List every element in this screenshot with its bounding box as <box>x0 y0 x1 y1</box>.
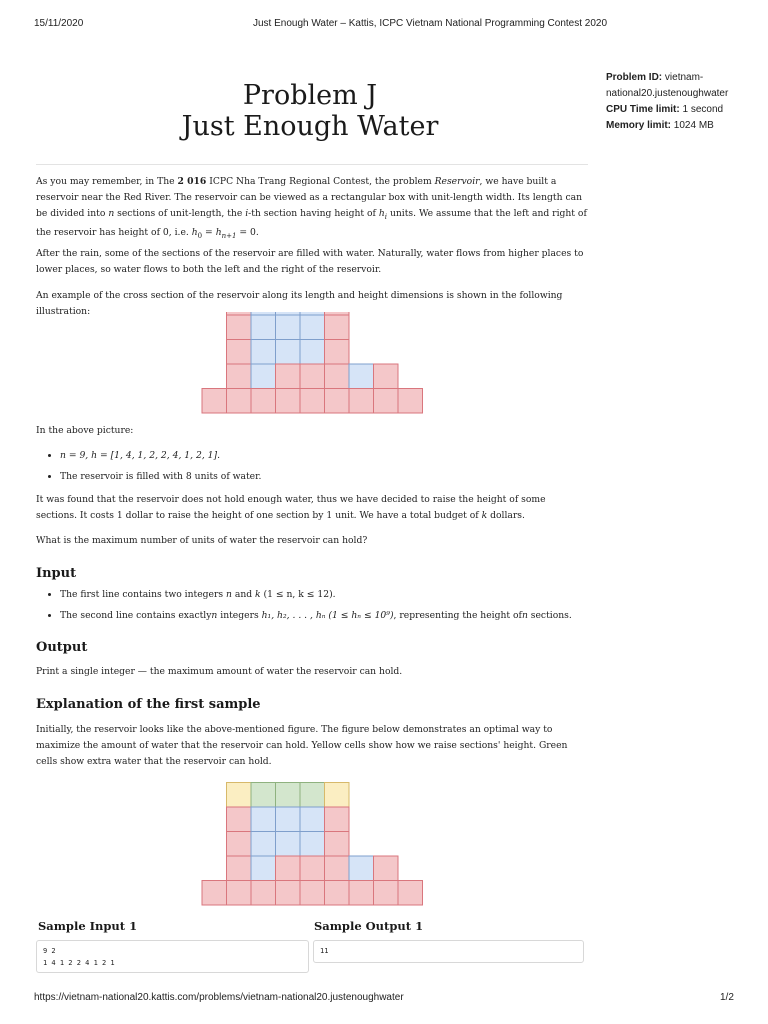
extra-water-cell <box>300 783 325 808</box>
picture-fact-water <box>60 469 588 485</box>
p1-zero: 0 <box>162 226 169 238</box>
wall-cell <box>300 389 325 414</box>
print-page-title: Just Enough Water – Kattis, ICPC Vietnam National Programming Contest 2020 <box>252 18 608 29</box>
p1-text-f: units. We assume that the left and right of the reservoir has height of <box>36 208 587 238</box>
wall-cell <box>398 881 423 906</box>
water-fact-text-b: units of water. <box>191 471 262 482</box>
wall-cell <box>398 389 423 414</box>
extra-water-cell <box>276 783 301 808</box>
wall-cell <box>349 389 374 414</box>
water-cell <box>251 832 276 857</box>
p1-var-h0-sub: 0 <box>197 231 203 240</box>
sample-output-box[interactable]: 11 <box>313 940 584 963</box>
p5-text-c: unit. We have a total budget of <box>332 510 482 521</box>
water-cell <box>349 856 374 881</box>
wall-cell <box>202 881 227 906</box>
input-line-2-text-d: sections. <box>527 610 572 621</box>
p1-eq2: = 0. <box>236 226 259 238</box>
wall-cell <box>374 389 399 414</box>
problem-id-row <box>606 70 756 102</box>
title-divider <box>36 164 588 165</box>
p1-text-c: , we have built a reservoir near the Red River. The reservoir can be viewed as a rectangular box with unit-length width. Its length can be divided into <box>36 176 582 219</box>
picture-facts-list <box>36 448 588 490</box>
extra-water-cell <box>251 783 276 808</box>
wall-cell <box>300 881 325 906</box>
wall-cell <box>325 807 350 832</box>
print-page-number: 1/2 <box>720 992 734 1003</box>
wall-cell <box>374 364 399 389</box>
wall-cell <box>227 856 252 881</box>
wall-cell <box>227 364 252 389</box>
wall-cell <box>202 389 227 414</box>
wall-cell <box>227 881 252 906</box>
raised-cell <box>227 783 252 808</box>
reservoir-figure-optimal <box>201 779 423 906</box>
memory-limit-row <box>606 118 756 134</box>
p1-text-d: sections of unit-length, the <box>114 208 246 219</box>
input-line-2-var-n2: n <box>521 610 528 621</box>
problem-id-value: vietnam-national20.justenoughwater <box>606 72 729 99</box>
input-line-1-text: The first line contains two integers <box>60 589 226 600</box>
wall-cell <box>276 389 301 414</box>
p1-var-h-sub: i <box>384 212 388 221</box>
input-line-2-heights: h₁, h₂, . . . , hₙ (1 ≤ hₙ ≤ 10⁹) <box>261 610 394 621</box>
p1-var-i: i <box>245 208 249 219</box>
statement-paragraph-2: After the rain, some of the sections of the reservoir are filled with water. Naturally, water flows from higher places to lower places, so water flows to both the left and the right of the reservoir. <box>36 248 584 275</box>
sample-input-title: Sample Input 1 <box>38 919 138 933</box>
statement-paragraph-4: In the above picture: <box>36 425 134 436</box>
wall-cell <box>300 364 325 389</box>
wall-cell <box>276 856 301 881</box>
memory-limit-label: Memory limit: <box>606 120 672 131</box>
p1-text-e: -th section having height of <box>248 208 379 219</box>
p1-var-n: n <box>108 208 115 219</box>
input-line-2-text-b: integers <box>217 610 262 621</box>
wall-cell <box>227 832 252 857</box>
water-cell <box>300 340 325 365</box>
problem-name: Just Enough Water <box>181 111 439 142</box>
wall-cell <box>374 881 399 906</box>
water-cell <box>251 340 276 365</box>
wall-cell <box>325 856 350 881</box>
problem-id-label: Problem ID: <box>606 72 663 83</box>
p1-eq1: = <box>202 226 216 238</box>
input-line-2-text-c: , representing the height of <box>393 610 522 621</box>
water-cell <box>300 807 325 832</box>
wall-cell <box>227 315 252 340</box>
statement-question: What is the maximum number of units of water the reservoir can hold? <box>36 535 368 546</box>
wall-cell <box>251 389 276 414</box>
input-var-n: n <box>226 589 232 600</box>
statement-paragraph-5 <box>36 492 588 524</box>
input-line-2-var-n: n <box>211 610 218 621</box>
output-heading: Output <box>36 640 88 655</box>
p5-text-a: It was found that the reservoir does not hold enough water, thus we have decided to raise the height of some sections. It costs <box>36 494 546 521</box>
water-cell <box>300 315 325 340</box>
water-cell <box>251 315 276 340</box>
water-cell <box>251 364 276 389</box>
cpu-limit-value: 1 second <box>682 104 724 115</box>
input-line-2-text-a: The second line contains exactly <box>60 610 212 621</box>
p5-var-k: k <box>481 510 488 521</box>
reservoir-figure-initial <box>201 312 423 414</box>
wall-cell <box>349 881 374 906</box>
input-line-1 <box>60 587 588 603</box>
p5-one-2: 1 <box>326 510 333 521</box>
water-cell <box>276 315 301 340</box>
wall-cell <box>251 881 276 906</box>
sample-output-title: Sample Output 1 <box>314 919 424 933</box>
p5-one: 1 <box>116 510 123 521</box>
wall-cell <box>227 807 252 832</box>
raised-cell <box>325 783 350 808</box>
water-cell <box>276 832 301 857</box>
picture-fact-heights: • n = 9, h = [1, 4, 1, 2, 2, 4, 1, 2, 1]. <box>60 448 588 464</box>
water-fact-number: 8 <box>185 471 192 482</box>
statement-paragraph-1 <box>36 174 588 244</box>
statement-paragraph-3: An example of the cross section of the reservoir along its length and height dimensions is shown in the following illustration: <box>36 290 563 317</box>
problem-meta <box>606 70 756 134</box>
wall-cell <box>325 315 350 340</box>
wall-cell <box>325 364 350 389</box>
memory-limit-value: 1024 MB <box>673 120 714 131</box>
wall-cell <box>227 389 252 414</box>
wall-cell <box>325 881 350 906</box>
cpu-limit-row <box>606 102 756 118</box>
problem-letter: Problem J <box>242 80 378 111</box>
water-cell <box>349 364 374 389</box>
p1-text-a: As you may remember, in The <box>36 176 178 187</box>
print-url[interactable]: https://vietnam-national20.kattis.com/problems/vietnam-national20.justenoughwater <box>34 992 404 1003</box>
problem-title <box>150 80 470 142</box>
water-cell <box>276 807 301 832</box>
wall-cell <box>227 340 252 365</box>
print-date: 15/11/2020 <box>34 18 84 29</box>
p1-problem-name: Reservoir <box>434 176 480 187</box>
water-cell <box>276 340 301 365</box>
wall-cell <box>325 389 350 414</box>
wall-cell <box>374 856 399 881</box>
input-line-1-range: (1 ≤ n, k ≤ 12). <box>260 589 336 600</box>
water-cell <box>251 807 276 832</box>
wall-cell <box>325 340 350 365</box>
sample-input-box[interactable]: 9 2 1 4 1 2 2 4 1 2 1 <box>36 940 309 973</box>
wall-cell <box>276 881 301 906</box>
p1-var-h: h <box>378 208 385 219</box>
wall-cell <box>276 364 301 389</box>
output-description: Print a single integer — the maximum amount of water the reservoir can hold. <box>36 666 403 677</box>
explanation-text: Initially, the reservoir looks like the above-mentioned figure. The figure below demonstrates an optimal way to maximize the amount of water that the reservoir can hold. Yellow cells show how we raise sections' height. Green cells show extra water that the reservoir can hold. <box>36 724 568 767</box>
water-cell <box>300 832 325 857</box>
cpu-limit-label: CPU Time limit: <box>606 104 680 115</box>
p1-var-h0: h <box>191 226 198 238</box>
p1-year: 2 016 <box>177 176 207 187</box>
input-line-1-and: and <box>231 589 256 600</box>
p5-text-d: dollars. <box>487 510 525 521</box>
input-var-k: k <box>255 589 261 600</box>
p1-var-hn: h <box>215 226 222 238</box>
water-cell <box>251 856 276 881</box>
water-fact-text-a: The reservoir is filled with <box>60 471 186 482</box>
p5-text-b: dollar to raise the height of one section by <box>122 510 327 521</box>
p1-text-g: , i.e. <box>168 226 192 238</box>
input-description <box>36 587 588 629</box>
wall-cell <box>300 856 325 881</box>
wall-cell <box>325 832 350 857</box>
input-heading: Input <box>36 566 77 581</box>
p1-var-hn-sub: n+1 <box>221 231 237 240</box>
p1-text-b: ICPC Nha Trang Regional Contest, the problem <box>206 176 435 187</box>
input-line-2 <box>60 608 588 624</box>
explanation-heading: Explanation of the first sample <box>36 697 261 712</box>
